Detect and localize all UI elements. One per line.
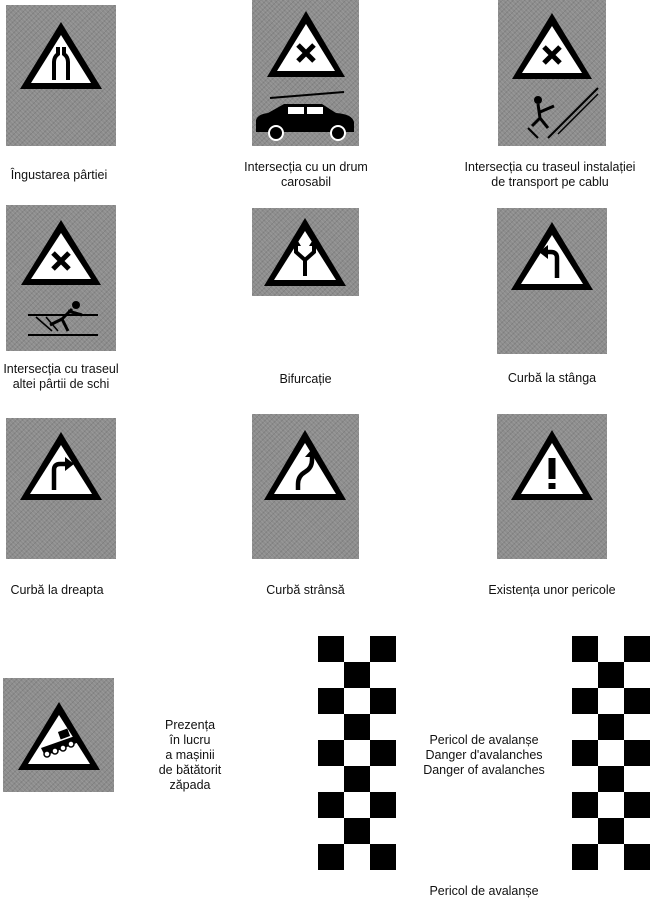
caption-snow-groomer: Prezența în lucru a mașinii de bătătorit zăpada: [158, 718, 222, 792]
avalanche-label: Pericol de avalanșe Danger d'avalanches Danger of avalanches: [423, 733, 545, 777]
checker-cell: [344, 818, 370, 844]
caption-narrowing: Îngustarea pârtiei: [10, 168, 108, 182]
fork-sign-icon: [252, 208, 359, 296]
checker-cell: [370, 688, 396, 714]
caption-sharp-curve: Curbă strânsă: [266, 583, 345, 597]
checker-cell: [370, 636, 396, 662]
checker-cell: [624, 636, 650, 662]
checker-cell: [370, 792, 396, 818]
checker-cell: [572, 740, 598, 766]
car-icon: [256, 92, 354, 140]
checker-cell: [572, 844, 598, 870]
checker-cell: [624, 688, 650, 714]
checker-cell: [598, 818, 624, 844]
sharp-curve-sign-icon: [252, 414, 359, 559]
checker-cell: [624, 792, 650, 818]
checker-cell: [318, 792, 344, 818]
curve-right-sign-icon: [6, 418, 116, 559]
avalanche-caption: Pericol de avalanșe: [429, 884, 539, 898]
curve-left-sign-icon: [497, 208, 607, 354]
checker-cell: [598, 714, 624, 740]
skier-on-lift-icon: [528, 88, 598, 138]
checker-cell: [344, 766, 370, 792]
checker-cell: [318, 636, 344, 662]
sign-panel-curve-right: [6, 418, 116, 559]
sign-panel-cable-crossing: [498, 0, 606, 146]
checker-cell: [572, 688, 598, 714]
checker-cell: [318, 844, 344, 870]
checker-cell: [598, 766, 624, 792]
caption-curve-right: Curbă la dreapta: [10, 583, 104, 597]
checker-cell: [318, 688, 344, 714]
checker-cell: [344, 714, 370, 740]
checker-cell: [572, 792, 598, 818]
snow-groomer-sign-icon: [3, 678, 114, 792]
checker-cell: [572, 636, 598, 662]
checker-cell: [318, 740, 344, 766]
cross-country-skier-icon: [28, 301, 98, 335]
sign-panel-road-crossing: [252, 0, 359, 146]
sign-panel-danger: [497, 414, 607, 559]
road-crossing-sign-icon: [252, 0, 359, 146]
caption-curve-left: Curbă la stânga: [507, 371, 597, 385]
sign-panel-fork: [252, 208, 359, 296]
checker-cell: [624, 740, 650, 766]
sign-panel-sharp-curve: [252, 414, 359, 559]
narrowing-sign-icon: [6, 5, 116, 146]
checker-cell: [370, 844, 396, 870]
sign-panel-ski-crossing: [6, 205, 116, 351]
cable-crossing-sign-icon: [498, 0, 606, 146]
danger-sign-icon: [497, 414, 607, 559]
caption-danger: Existența unor pericole: [488, 583, 616, 597]
caption-fork: Bifurcație: [279, 372, 332, 386]
avalanche-checkered-marker-left: [318, 636, 396, 870]
avalanche-checkered-marker-right: [572, 636, 650, 870]
sign-panel-curve-left: [497, 208, 607, 354]
checker-cell: [344, 662, 370, 688]
caption-road-crossing: Intersecția cu un drum carosabil: [244, 160, 368, 189]
ski-crossing-sign-icon: [6, 205, 116, 351]
checker-cell: [598, 662, 624, 688]
sign-panel-snow-groomer: [3, 678, 114, 792]
sign-panel-narrowing: [6, 5, 116, 146]
checker-cell: [624, 844, 650, 870]
caption-ski-crossing: Intersecția cu traseul altei pârtii de schi: [3, 362, 119, 391]
checker-cell: [370, 740, 396, 766]
caption-cable-crossing: Intersecția cu traseul instalației de transport pe cablu: [464, 160, 636, 189]
